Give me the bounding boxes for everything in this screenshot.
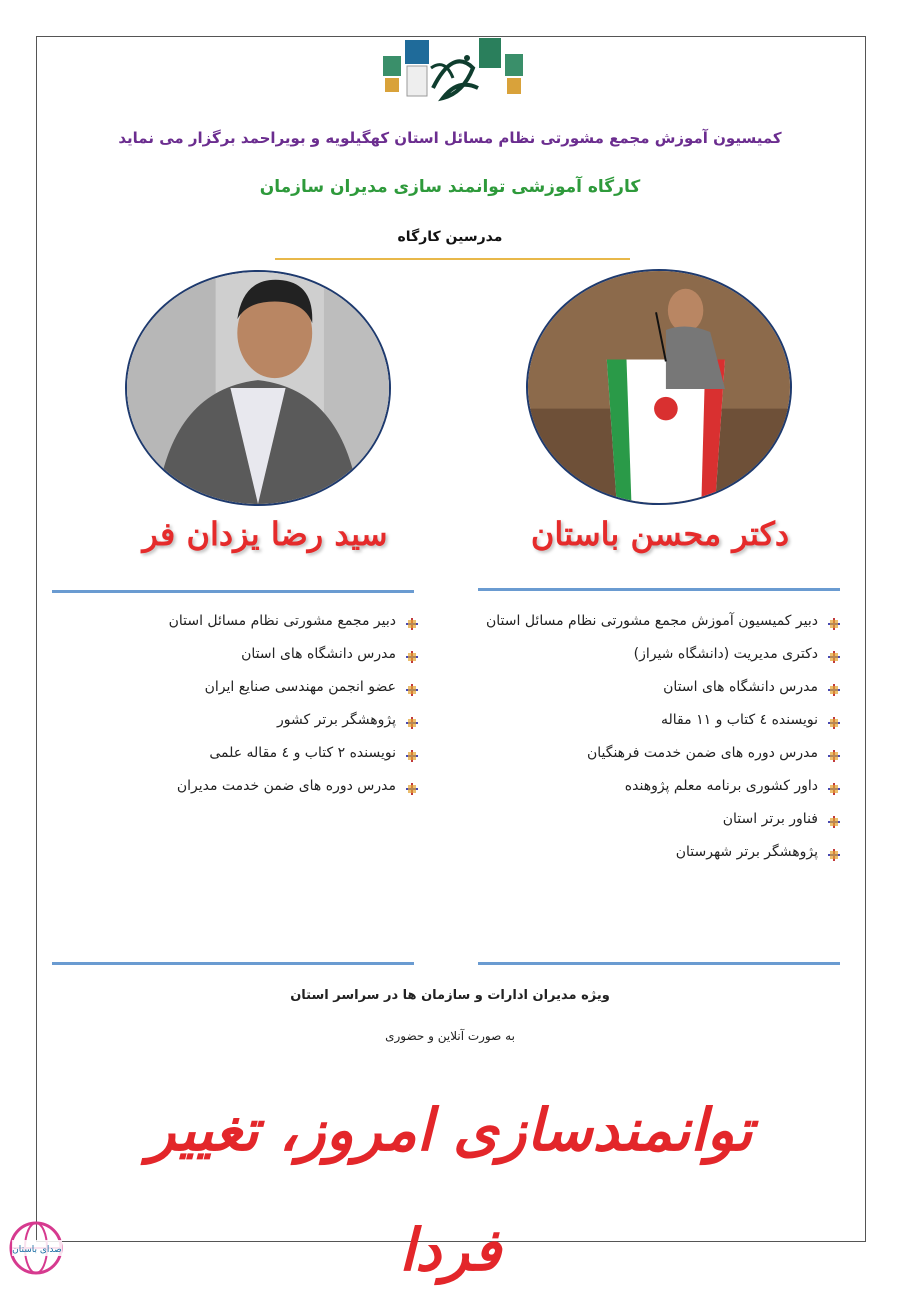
bullet-icon: [828, 846, 840, 858]
audience-line: ویژه مدیران ادارات و سازمان ها در سراسر استان: [290, 988, 610, 1003]
bullet-icon: [828, 615, 840, 627]
bullet-icon: [828, 648, 840, 660]
bullet-icon: [406, 714, 418, 726]
bullet-icon: [828, 681, 840, 693]
globe-watermark-icon: [8, 1220, 66, 1276]
divider-right-top: [478, 588, 840, 591]
list-item: عضو انجمن مهندسی صنایع ایران: [60, 676, 418, 698]
bullet-icon: [406, 681, 418, 693]
bullet-icon: [406, 747, 418, 759]
svg-text:صدای باستان: صدای باستان: [12, 1245, 62, 1255]
gold-divider: [275, 258, 630, 260]
list-item: فناور برتر استان: [474, 808, 840, 830]
divider-left-top: [52, 590, 414, 593]
bullet-icon: [828, 813, 840, 825]
presenter-name-right: دکتر محسن باستان: [530, 515, 790, 553]
bullet-icon: [406, 780, 418, 792]
list-item: پژوهشگر برتر شهرستان: [474, 841, 840, 863]
format-line: به صورت آنلاین و حضوری: [385, 1029, 515, 1043]
presenter-photo-left: [125, 270, 391, 506]
bullet-icon: [828, 747, 840, 759]
organizer-line: کمیسیون آموزش مجمع مشورتی نظام مسائل استان کهگیلویه و بویراحمد برگزار می نماید: [118, 129, 782, 147]
bullet-icon: [406, 615, 418, 627]
list-item: مدرس دانشگاه های استان: [60, 643, 418, 665]
list-item: مدرس دانشگاه های استان: [474, 676, 840, 698]
bullet-icon: [828, 714, 840, 726]
presenter-name-left: سید رضا یزدان فر: [142, 515, 388, 553]
list-item: دبیر مجمع مشورتی نظام مسائل استان: [60, 610, 418, 632]
slogan: توانمندسازی امروز، تغییر فردا: [147, 1096, 753, 1284]
list-item: نویسنده ٤ کتاب و ۱۱ مقاله: [474, 709, 840, 731]
bullet-icon: [406, 648, 418, 660]
credentials-list-right: [474, 610, 840, 874]
divider-left-bottom: [52, 962, 414, 965]
list-item: داور کشوری برنامه معلم پژوهنده: [474, 775, 840, 797]
divider-right-bottom: [478, 962, 840, 965]
credentials-list-left: [60, 610, 418, 808]
list-item: دکتری مدیریت (دانشگاه شیراز): [474, 643, 840, 665]
presenter-photo-right: [526, 269, 792, 505]
list-item: مدرس دوره های ضمن خدمت مدیران: [60, 775, 418, 797]
bullet-icon: [828, 780, 840, 792]
list-item: مدرس دوره های ضمن خدمت فرهنگیان: [474, 742, 840, 764]
bismillah-logo-icon: [383, 38, 523, 110]
list-item: نویسنده ۲ کتاب و ٤ مقاله علمی: [60, 742, 418, 764]
instructors-heading: مدرسین کارگاه: [397, 229, 503, 245]
list-item: پژوهشگر برتر کشور: [60, 709, 418, 731]
list-item: دبیر کمیسیون آموزش مجمع مشورتی نظام مسائل استان: [474, 610, 840, 632]
workshop-title: کارگاه آموزشی توانمند سازی مدیران سازمان: [259, 177, 641, 197]
